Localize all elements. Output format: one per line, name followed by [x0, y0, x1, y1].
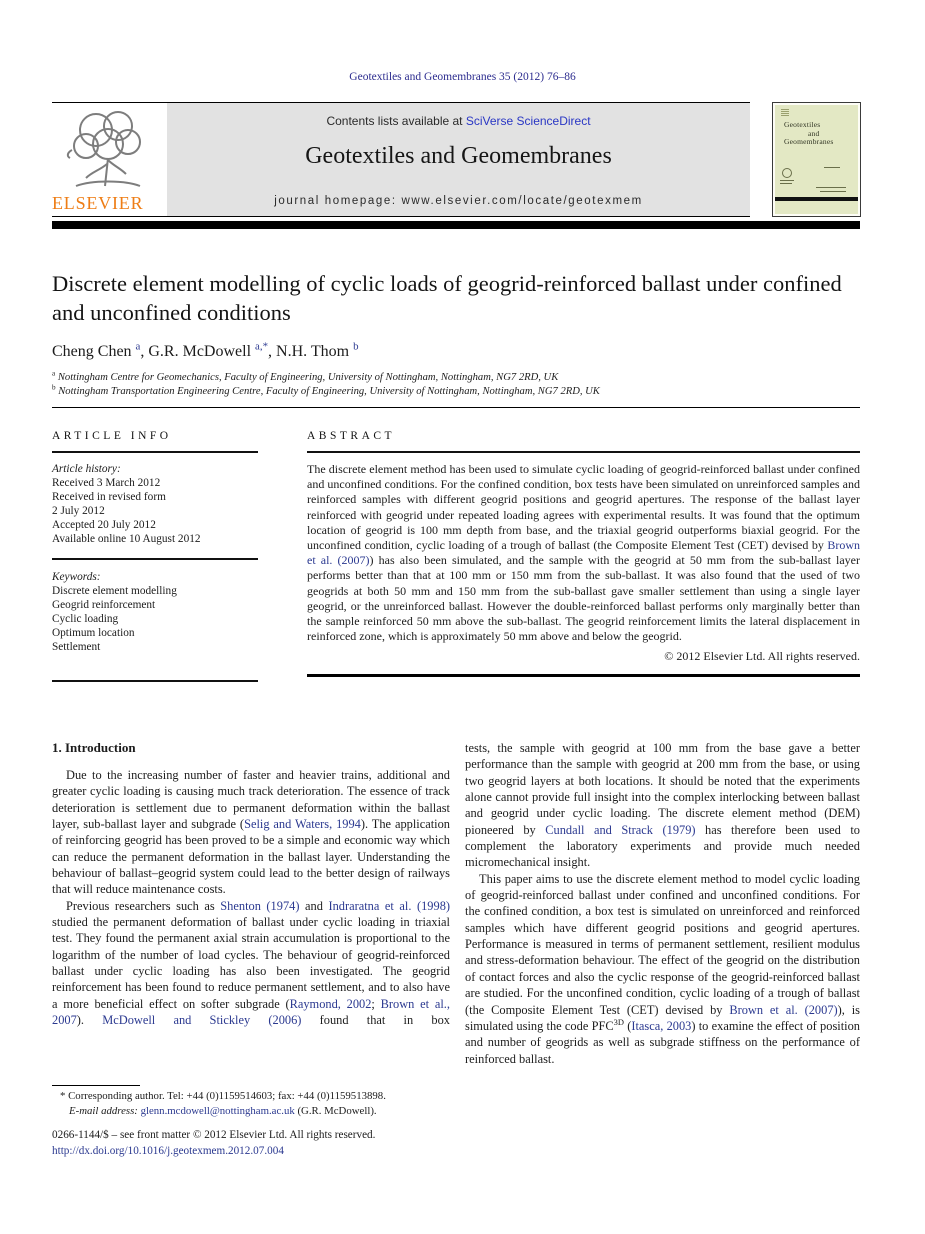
citation-link[interactable]: Raymond, 2002	[289, 996, 372, 1011]
journal-citation-line: Geotextiles and Geomembranes 35 (2012) 76–86	[349, 71, 576, 83]
article-title: Discrete element modelling of cyclic loads of geogrid-reinforced ballast under confined and unconfined conditions	[52, 271, 842, 325]
section-rule	[52, 451, 258, 453]
keyword-item: Cyclic loading	[52, 613, 119, 625]
cover-small-text-line	[780, 180, 794, 181]
citation-link[interactable]: Shenton (1974)	[220, 898, 300, 913]
keyword-item: Settlement	[52, 641, 101, 653]
citation-link[interactable]: b	[353, 340, 359, 353]
body-column-left	[52, 767, 450, 1029]
elsevier-logo	[52, 104, 166, 216]
keyword-item: Optimum location	[52, 627, 135, 639]
keyword-item: Geogrid reinforcement	[52, 599, 156, 611]
keywords-label: Keywords:	[52, 571, 101, 583]
cover-title: Geotextiles and Geomembranes	[784, 120, 834, 146]
contents-list-line: Contents lists available at SciVerse ScienceDirect	[326, 114, 591, 128]
journal-cover-art	[775, 105, 858, 214]
journal-homepage-link[interactable]: journal homepage: www.elsevier.com/locate/geotexmem	[274, 195, 643, 207]
history-item: Received in revised form	[52, 491, 166, 503]
abstract-column	[307, 430, 860, 677]
issn-copyright-line: 0266-1144/$ – see front matter © 2012 Elsevier Ltd. All rights reserved.	[52, 1129, 376, 1141]
copyright-line: © 2012 Elsevier Ltd. All rights reserved.	[664, 649, 860, 664]
section-rule	[307, 451, 860, 453]
article-info-column	[52, 430, 258, 682]
header-bottom-rule	[52, 216, 750, 217]
journal-header-banner	[167, 103, 750, 216]
article-history-label: Article history:	[52, 463, 121, 475]
article-info-heading: ARTICLE INFO	[52, 430, 172, 442]
citation-link[interactable]: Brown et al., 2007	[52, 996, 450, 1028]
body-column-right	[465, 740, 860, 1067]
corresponding-author-note: * Corresponding author. Tel: +44 (0)1159514603; fax: +44 (0)1159513898.	[60, 1090, 386, 1102]
section-rule	[52, 558, 258, 560]
section-heading-introduction: 1. Introduction	[52, 740, 136, 755]
affiliations	[52, 371, 860, 398]
cover-editor-text-line	[824, 167, 840, 168]
footnote-block	[60, 1089, 460, 1118]
citation-link[interactable]: Selig and Waters, 1994	[244, 817, 361, 832]
affiliation-a: $^a$ Nottingham Centre for Geomechanics, Faculty of Engineering, University of Nottingham, Nottingham, NG7 2RD, UK	[52, 369, 559, 383]
cover-publisher-mark-icon	[781, 109, 789, 116]
cover-small-text-line	[820, 191, 846, 192]
history-item: Accepted 20 July 2012	[52, 519, 156, 531]
cover-black-bar	[775, 197, 858, 201]
citation-link[interactable]: a	[135, 340, 141, 353]
citation-link[interactable]: Brown et al. (2007)	[307, 538, 860, 568]
intro-paragraph: Due to the increasing number of faster and heavier trains, additional and greater cyclic loading is causing much track deterioration. The essence of track deterioration is settlement due to permanent deformation within the ballast layer, sub-ballast layer and subgrade (Selig and Waters, 1994). The application of reinforcing geogrid has been proved to be a simple and economic way which can reduce the permanent deformation in the ballast layer. Understanding the behaviour of ballast–geogrid system could lead to the better design of railways that will reduce maintenance costs.	[52, 768, 450, 897]
footnote-rule	[52, 1085, 140, 1086]
cover-small-text-line	[780, 183, 792, 184]
history-item: Received 3 March 2012	[52, 477, 161, 489]
email-note: E-mail address: glenn.mcdowell@nottingham.ac.uk (G.R. McDowell).	[69, 1104, 377, 1117]
doi-link[interactable]: http://dx.doi.org/10.1016/j.geotexmem.2012.07.004	[52, 1144, 284, 1157]
journal-title: Geotextiles and Geomembranes	[305, 143, 612, 169]
cover-emblem-icon	[782, 168, 792, 178]
history-item: 2 July 2012	[52, 505, 105, 517]
elsevier-wordmark: ELSEVIER	[52, 193, 144, 213]
intro-paragraph: Previous researchers such as Shenton (1974) and Indraratna et al. (1998) studied the permanent deformation of ballast under cyclic loading in triaxial test. They found the permanent axial strain accumulation is proportional to the logarithm of the number of load cycles. The behaviour of geogrid-reinforced ballast under cyclic loading has also been investigated. The geogrid reinforcement has been found to reduce permanent settlement, and to also have a more beneficial effect on softer subgrade (Raymond, 2002; Brown et al., 2007). McDowell and Stickley (2006) found that in box	[52, 898, 451, 1028]
citation-link[interactable]: Cundall and Strack (1979)	[545, 822, 696, 837]
history-item: Available online 10 August 2012	[52, 533, 201, 545]
elsevier-tree-icon	[62, 106, 154, 192]
author-line: Cheng Chen $^a$, G.R. McDowell $^{a,*}$, N.H. Thom $^b$	[52, 340, 359, 360]
intro-paragraph: This paper aims to use the discrete element method to model cyclic loading of geogrid-reinforced ballast under confined and unconfined conditions. For the confined condition, a box test is simulated on unreinforced and reinforced samples which have different geogrid positions and geogrid apertures. Performance is measured in terms of permanent settlement, resilient modulus and stress-deformation behaviour. The effect of the geogrid on the distribution of contact forces and also the cyclic response of the geogrid-reinforced ballast are studied. For the unconfined condition, cyclic loading of a trough of ballast (the Composite Element Test (CET) devised by Brown et al. (2007)), is simulated using the code $PFC^{3D}$ (Itasca, 2003) to examine the effect of position and number of geogrids as well as subgrade stiffness on the performance of reinforced ballast.	[465, 871, 860, 1066]
citation-link[interactable]: McDowell and Stickley (2006)	[102, 1013, 302, 1028]
abstract-heading: ABSTRACT	[307, 430, 396, 442]
affiliation-rule	[52, 407, 860, 408]
page-divider-bar	[52, 221, 860, 229]
citation-link[interactable]: SciVerse ScienceDirect	[465, 114, 591, 128]
citation-link[interactable]: glenn.mcdowell@nottingham.ac.uk	[140, 1104, 295, 1117]
abstract-bottom-rule	[307, 674, 860, 677]
cover-small-text-line	[816, 187, 846, 188]
keyword-item: Discrete element modelling	[52, 585, 177, 597]
journal-cover-thumbnail[interactable]	[772, 102, 861, 217]
citation-link[interactable]: a,*	[255, 340, 269, 353]
abstract-text: The discrete element method has been used to simulate cyclic loading of geogrid-reinforced ballast under confined and unconfined conditions. For the confined condition, box tests have been simulated on unreinforced samples and reinforced samples with different geogrid positions and geogrid apertures. The response of the ballast layer reinforced with geogrid under repeated loading agrees with experimental results. It was found that the optimum location of geogrid is 100 mm depth from base, and the triaxial geogrid outperforms biaxial geogrid. For the unconfined condition, cyclic loading of a trough of ballast (the Composite Element Test (CET) devised by Brown et al. (2007)) has also been simulated, and the sample with the geogrid at 50 mm from the sub-ballast layer performs better than that at 100 mm or 150 mm from the sub-ballast. It was also found that the used of two geogrids at both 50 mm and 150 mm from the sub-ballast gave smaller settlement than using a single layer geogrid, or the unreinforced ballast. However the double-reinforced ballast performs only marginally better than the sample reinforced 50 mm above the sub-ballast. The geogrid reinforcement limits the lateral displacement in reinforced zone, which is approximately 50 mm above and below the geogrid.	[307, 462, 861, 644]
affiliation-b: $^b$ Nottingham Transportation Engineering Centre, Faculty of Engineering, University of Nottingham, Nottingham, NG7 2RD, UK	[52, 383, 600, 397]
section-rule	[52, 680, 258, 682]
citation-link[interactable]: Indraratna et al. (1998)	[328, 898, 451, 913]
citation-link[interactable]: Itasca, 2003	[631, 1018, 692, 1033]
citation-link[interactable]: Brown et al. (2007)	[729, 1002, 838, 1017]
intro-paragraph-continued: tests, the sample with geogrid at 100 mm from the base gave a better performance than the sample with geogrid at 200 mm from the base, or using two geogrid layers at both locations. It should be noted that the experiments alone cannot provide full insight into the complex interlocking between ballast and geogrid under cyclic loading. The discrete element method (DEM) pioneered by Cundall and Strack (1979) has therefore been used to complement the laboratory experiments and provide much needed micromechanical insight.	[465, 741, 860, 870]
imprint-block	[52, 1128, 552, 1159]
